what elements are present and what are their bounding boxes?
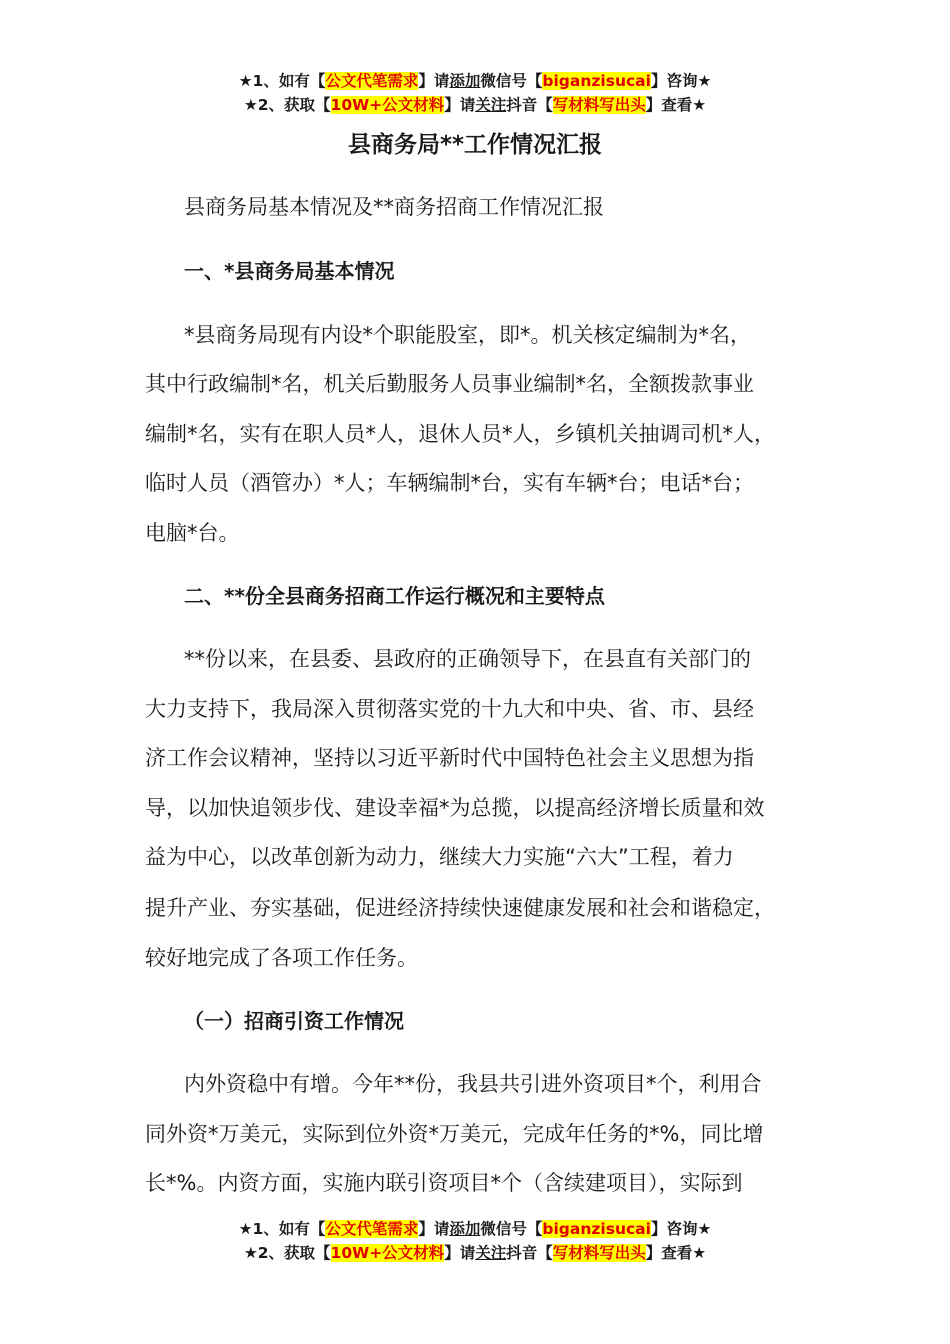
wechat-id: biganzisucai [542, 72, 651, 90]
top-banner [0, 69, 950, 117]
paragraph-line: 编制*名，实有在职人员*人，退休人员*人，乡镇机关抽调司机*人， [145, 422, 775, 446]
paragraph-line: **份以来，在县委、县政府的正确领导下，在县直有关部门的 [184, 647, 751, 671]
douyin-account: 写材料写出头 [552, 1244, 646, 1262]
banner-line-2: ★2、获取【10W+公文材料】请关注抖音【写材料写出头】查看★ [243, 96, 707, 114]
paragraph-line: 大力支持下，我局深入贯彻落实党的十九大和中央、省、市、县经 [145, 697, 754, 721]
highlight-text: 公文代笔需求 [325, 1220, 419, 1238]
subtitle: 县商务局基本情况及**商务招商工作情况汇报 [184, 195, 604, 219]
highlight-text: 10W+公文材料 [330, 96, 445, 114]
paragraph-line: 电脑*台。 [145, 521, 240, 545]
paragraph-line: 内外资稳中有增。今年**份，我县共引进外资项目*个，利用合 [184, 1072, 762, 1096]
bottom-banner [0, 1217, 950, 1265]
paragraph-line: 益为中心，以改革创新为动力，继续大力实施“六大”工程，着力 [145, 845, 734, 869]
banner-line-2: ★2、获取【10W+公文材料】请关注抖音【写材料写出头】查看★ [243, 1244, 707, 1262]
paragraph-line: 提升产业、夯实基础，促进经济持续快速健康发展和社会和谐稳定， [145, 896, 775, 920]
paragraph-line: 临时人员（酒管办）*人；车辆编制*台，实有车辆*台；电话*台； [145, 471, 754, 495]
paragraph-line: 长*%。内资方面，实施内联引资项目*个（含续建项目），实际到 [145, 1171, 743, 1195]
banner-line-1: ★1、如有【公文代笔需求】请添加微信号【biganzisucai】咨询★ [238, 1220, 712, 1238]
douyin-account: 写材料写出头 [552, 96, 646, 114]
paragraph-line: 其中行政编制*名，机关后勤服务人员事业编制*名，全额拨款事业 [145, 372, 754, 396]
highlight-text: 10W+公文材料 [330, 1244, 445, 1262]
paragraph-line: 较好地完成了各项工作任务。 [145, 946, 418, 970]
section-heading-2: 二、**份全县商务招商工作运行概况和主要特点 [184, 584, 605, 608]
highlight-text: 公文代笔需求 [325, 72, 419, 90]
paragraph-line: 同外资*万美元，实际到位外资*万美元，完成年任务的*%，同比增 [145, 1122, 764, 1146]
paragraph-line: 导，以加快追领步伐、建设幸福*为总揽，以提高经济增长质量和效 [145, 796, 765, 820]
section-heading-1: 一、*县商务局基本情况 [184, 259, 395, 283]
paragraph-line: *县商务局现有内设*个职能股室，即*。机关核定编制为*名， [184, 323, 751, 347]
paragraph-line: 济工作会议精神，坚持以习近平新时代中国特色社会主义思想为指 [145, 746, 754, 770]
page-title: 县商务局**工作情况汇报 [347, 132, 603, 158]
wechat-id: biganzisucai [542, 1220, 651, 1238]
subsection-heading: （一）招商引资工作情况 [184, 1009, 404, 1033]
banner-line-1: ★1、如有【公文代笔需求】请添加微信号【biganzisucai】咨询★ [238, 72, 712, 90]
